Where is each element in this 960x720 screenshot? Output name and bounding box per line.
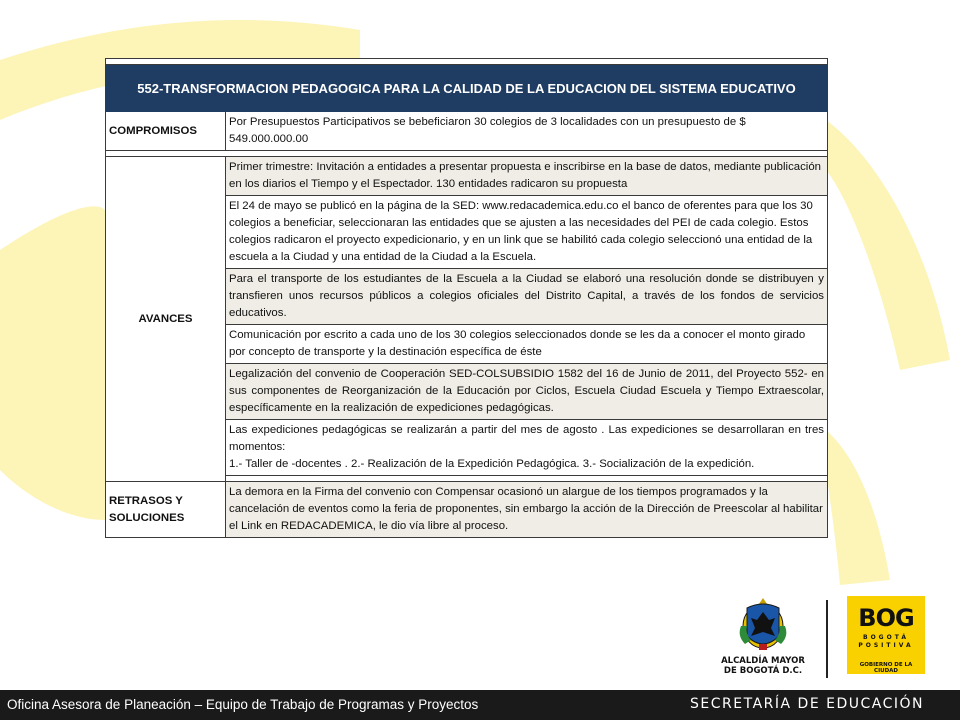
retrasos-row (106, 482, 828, 538)
footer-bar (0, 690, 960, 720)
project-table (105, 58, 828, 538)
bog-sub1: BOGOTÁ (863, 634, 909, 641)
logo-area (708, 596, 938, 682)
bog-subtitle (847, 634, 925, 650)
compromisos-row (106, 112, 828, 151)
avances-item-6-text: Las expediciones pedagógicas se realizarán a partir del mes de agosto . Las expediciones se desarrollaran en tres momentos: (229, 424, 824, 453)
compromisos-text: Por Presupuestos Participativos se bebeficiaron 30 colegios de 3 localidades con un presupuesto de $ 549.000.000.00 (226, 112, 828, 151)
avances-item-2: El 24 de mayo se publicó en la página de la SED: www.redacademica.edu.co el banco de oferentes para que los 30 colegios a beneficiar, seleccionaran las entidades que se ajusten a las necesidades del PEI de cada colegio. Estos colegios radicaron el proyecto expedicionario, y en un link que se habilitó cada colegio seleccionó una entidad de la escuela a la Ciudad y una entidad de la Ciudad a la Escuela. (226, 196, 828, 269)
avances-item-1: Primer trimestre: Invitación a entidades a presentar propuesta e inscribirse en la base de datos, mediante publicación en los diarios el Tiempo y el Espectador. 130 entidades radicaron su propuesta (226, 157, 828, 196)
avances-item-4: Comunicación por escrito a cada uno de los 30 colegios seleccionados donde se les da a conocer el monto girado por concepto de transporte y la destinación específica de éste (226, 325, 828, 364)
retrasos-text: La demora en la Firma del convenio con Compensar ocasionó un alargue de los tiempos programados y la cancelación de eventos como la feria de proponentes, sin embargo la acción de la Dirección de Preescolar al habilitar el Link en REDACADEMICA, le dio vía libre al proceso. (226, 482, 828, 538)
alcaldia-logo (708, 596, 818, 682)
alcaldia-line2: DE BOGOTÁ D.C. (723, 666, 803, 676)
retrasos-label-line1: RETRASOS Y (109, 494, 183, 507)
avances-row-1 (106, 157, 828, 196)
footer-secretaria: SECRETARÍA DE EDUCACIÓN (690, 696, 924, 712)
alcaldia-name (708, 656, 818, 676)
retrasos-label-line2: SOLUCIONES (109, 511, 185, 524)
avances-item-5: Legalización del convenio de Cooperación SED-COLSUBSIDIO 1582 del 16 de Junio de 2011, del Proyecto 552- en sus componentes de Reorganización de la Educación por Ciclos, Escuela Ciudad Escuela y Tiempo Extraescolar, específicamente en la realización de expediciones pedagógicas. (226, 364, 828, 420)
retrasos-label (106, 482, 226, 538)
bog-government: GOBIERNO DE LA CIUDAD (859, 662, 913, 674)
logo-divider (826, 600, 828, 678)
alcaldia-line1: ALCALDÍA MAYOR (721, 656, 805, 666)
compromisos-label: COMPROMISOS (106, 112, 226, 151)
avances-item-6-steps: 1.- Taller de -docentes . 2.- Realización de la Expedición Pedagógica. 3.- Socialización de la expedición. (229, 458, 755, 470)
coat-of-arms-icon (733, 596, 793, 654)
avances-label: AVANCES (106, 157, 226, 482)
bog-word: BOG (858, 604, 914, 632)
title-row (106, 65, 828, 112)
footer-office: Oficina Asesora de Planeación – Equipo de Trabajo de Programas y Proyectos (7, 697, 479, 712)
bog-logo (847, 596, 925, 674)
avances-item-3: Para el transporte de los estudiantes de la Escuela a la Ciudad se elaboró una resolución donde se distribuyen y transfieren unos recursos públicos a colegios oficiales del Distrito Capital, a través de los fondos de servicios educativos. (226, 269, 828, 325)
table-title: 552-TRANSFORMACION PEDAGOGICA PARA LA CALIDAD DE LA EDUCACION DEL SISTEMA EDUCATIVO (106, 65, 828, 112)
bog-sub2: POSITIVA (858, 642, 914, 649)
avances-item-6 (226, 420, 828, 476)
